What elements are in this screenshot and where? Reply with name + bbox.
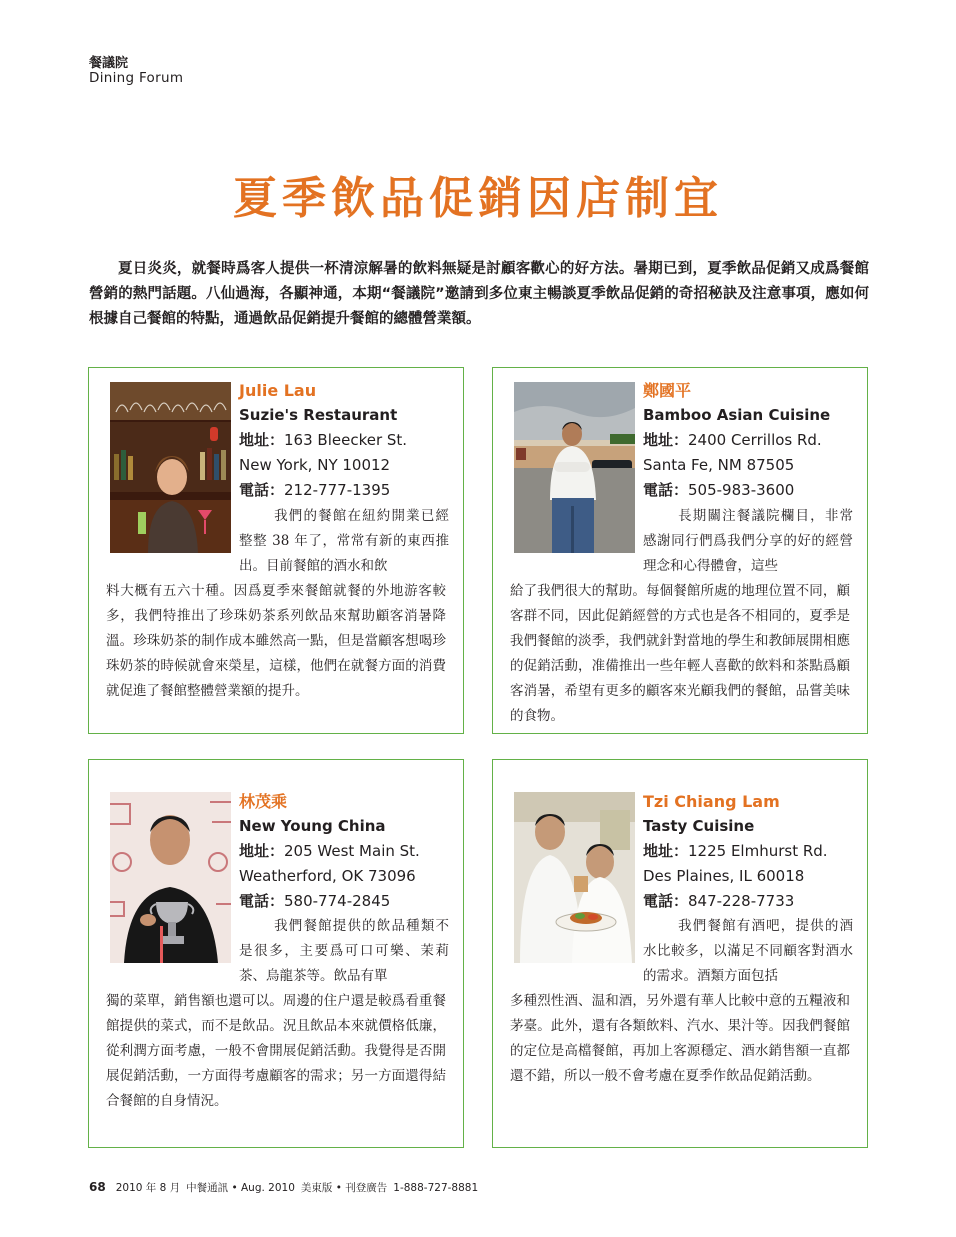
article-title: 夏季飲品促銷因店制宜 <box>233 173 723 224</box>
photo-julie-lau <box>110 382 231 553</box>
phone-label: 電話： <box>239 892 285 910</box>
interview-text-start: 我們餐館有酒吧，提供的酒水比較多，以滿足不同顧客對酒水的需求。酒類方面包括 <box>643 918 853 984</box>
interviewee-name: Julie Lau <box>239 381 317 400</box>
phone-number: 580-774-2845 <box>284 892 391 910</box>
address-label: 地址： <box>239 842 285 860</box>
photo-lin-mao-cheng <box>110 792 231 963</box>
address-line-2: New York, NY 10012 <box>239 456 391 474</box>
address-line-1: 205 West Main St. <box>284 842 420 860</box>
photo-cheng-kuo-ping <box>514 382 635 553</box>
footer-phone: 1-888-727-8881 <box>393 1182 479 1194</box>
section-title-en: Dining Forum <box>89 70 184 86</box>
interviewee-name: 鄭國平 <box>643 381 692 400</box>
address-line-1: 2400 Cerrillos Rd. <box>688 431 822 449</box>
phone-number: 212-777-1395 <box>284 481 391 499</box>
interview-card-3 <box>88 759 464 1148</box>
restaurant-name: Bamboo Asian Cuisine <box>643 406 831 424</box>
interview-text-rest: 給了我們很大的幫助。每個餐館所處的地理位置不同，顧客群不同，因此促銷經營的方式也是各不相同的，夏季是我們餐館的淡季，我們就針對當地的學生和教師展開相應的促銷活動，准備推出一些年輕人喜歡的飲料和茶點爲顧客消暑，希望有更多的顧客來光顧我們的餐館，品嘗美味的食物。 <box>510 583 850 724</box>
interview-text-rest: 獨的菜單，銷售額也還可以。周邊的住户還是較爲看重餐館提供的菜式，而不是飲品。況且飲品本來就價格低廉，從利潤方面考慮，一般不會開展促銷活動。我覺得是否開展促銷活動，一方面得考慮顧客的需求；另一方面還得結合餐館的自身情況。 <box>106 993 446 1109</box>
interview-text-rest: 料大概有五六十種。因爲夏季來餐館就餐的外地游客較多，我們特推出了珍珠奶茶系列飲品來幫助顧客消暑降溫。珍珠奶茶的制作成本雖然高一點，但是當顧客想喝珍珠奶茶的時候就會來榮星，這樣，他們在就餐方面的消費就促進了餐館整體營業額的提升。 <box>106 583 446 699</box>
interview-card-1 <box>88 367 464 734</box>
address-label: 地址： <box>643 431 689 449</box>
article-intro: 夏日炎炎，就餐時爲客人提供一杯清涼解暑的飲料無疑是討顧客歡心的好方法。暑期已到，夏季飲品促銷又成爲餐館營銷的熱門話題。八仙過海，各顯神通，本期“餐議院”邀請到多位東主暢談夏季飲品促銷的奇招秘訣及注意事項，應如何根據自己餐館的特點，通過飲品促銷提升餐館的總體營業額。 <box>89 261 869 327</box>
address-line-2: Des Plaines, IL 60018 <box>643 867 805 885</box>
page-footer <box>89 1180 484 1195</box>
address-label: 地址： <box>239 431 285 449</box>
phone-number: 505-983-3600 <box>688 481 795 499</box>
phone-label: 電話： <box>643 481 689 499</box>
phone-number: 847-228-7733 <box>688 892 795 910</box>
phone-label: 電話： <box>239 481 285 499</box>
footer-magazine: 中餐通訊 • Aug. 2010 <box>186 1182 295 1194</box>
interview-text-start: 長期關注餐議院欄目，非常感謝同行們爲我們分享的好的經營理念和心得體會，這些 <box>643 508 853 574</box>
interviewee-name: Tzi Chiang Lam <box>643 792 780 811</box>
restaurant-name: New Young China <box>239 817 386 835</box>
section-title-zh: 餐議院 <box>89 56 129 71</box>
restaurant-name: Suzie's Restaurant <box>239 406 398 424</box>
restaurant-name: Tasty Cuisine <box>643 817 755 835</box>
interview-text-start: 我們的餐館在紐約開業已經整整 38 年了，常常有新的東西推出。目前餐館的酒水和飲 <box>239 508 449 574</box>
phone-label: 電話： <box>643 892 689 910</box>
interview-text-rest: 多種烈性酒、温和酒，另外還有華人比較中意的五糧液和茅臺。此外，還有各類飲料、汽水、果汁等。因我們餐館的定位是高檔餐館，再加上客源穩定、酒水銷售額一直都還不錯，所以一般不會考慮在夏季作飲品促銷活動。 <box>510 993 850 1084</box>
interviewee-name: 林茂乘 <box>239 792 288 811</box>
address-line-1: 163 Bleecker St. <box>284 431 408 449</box>
address-line-2: Weatherford, OK 73096 <box>239 867 416 885</box>
photo-tzi-chiang-lam <box>514 792 635 963</box>
footer-edition: 美東版 • 刊登廣告 <box>300 1182 388 1194</box>
footer-date: 2010 年 8 月 <box>115 1182 181 1194</box>
address-line-2: Santa Fe, NM 87505 <box>643 456 795 474</box>
page-number: 68 <box>89 1180 106 1194</box>
interview-card-2 <box>492 367 868 734</box>
interview-card-4 <box>492 759 868 1148</box>
address-label: 地址： <box>643 842 689 860</box>
interview-text-start: 我們餐館提供的飲品種類不是很多，主要爲可口可樂、茉莉茶、烏龍茶等。飲品有單 <box>239 918 449 984</box>
address-line-1: 1225 Elmhurst Rd. <box>688 842 828 860</box>
